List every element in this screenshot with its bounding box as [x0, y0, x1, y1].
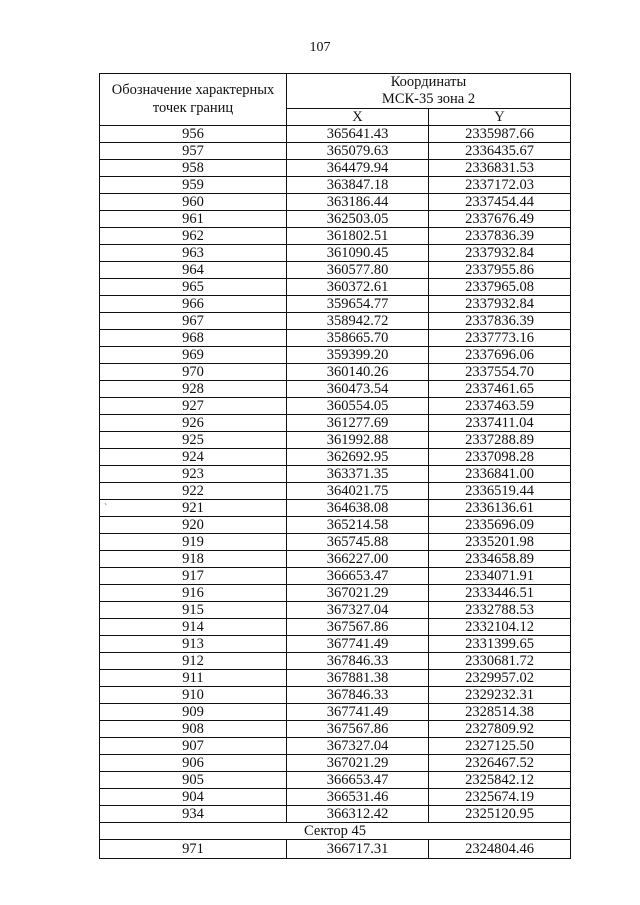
table-header	[100, 74, 571, 126]
y-coordinate-cell: 2335987.66	[429, 126, 571, 143]
y-coordinate-cell: 2337676.49	[429, 211, 571, 228]
y-coordinate-cell: 2325842.12	[429, 772, 571, 789]
x-coordinate-cell: 367567.86	[287, 619, 429, 636]
y-coordinate-cell: 2337288.89	[429, 432, 571, 449]
coordinates-header-line2: МСК-35 зона 2	[381, 91, 476, 107]
x-coordinate-cell: 358665.70	[287, 330, 429, 347]
y-coordinate-cell: 2335201.98	[429, 534, 571, 551]
point-cell: 915	[100, 602, 287, 619]
table-row	[100, 211, 571, 228]
point-cell: 928	[100, 381, 287, 398]
point-cell: 957	[100, 143, 287, 160]
table-row	[100, 721, 571, 738]
y-coordinate-cell: 2327125.50	[429, 738, 571, 755]
point-cell: 911	[100, 670, 287, 687]
y-coordinate-cell: 2337955.86	[429, 262, 571, 279]
x-coordinate-cell: 360554.05	[287, 398, 429, 415]
y-coordinate-cell: 2331399.65	[429, 636, 571, 653]
x-coordinate-cell: 359399.20	[287, 347, 429, 364]
point-cell: 916	[100, 585, 287, 602]
y-coordinate-cell: 2337411.04	[429, 415, 571, 432]
y-coordinate-cell: 2337965.08	[429, 279, 571, 296]
x-coordinate-cell: 360473.54	[287, 381, 429, 398]
point-cell: 909	[100, 704, 287, 721]
y-coordinate-cell: 2332788.53	[429, 602, 571, 619]
x-coordinate-cell: 364021.75	[287, 483, 429, 500]
x-coordinate-cell: 360372.61	[287, 279, 429, 296]
point-cell: 927	[100, 398, 287, 415]
table-row	[100, 194, 571, 211]
x-coordinate-cell: 366227.00	[287, 551, 429, 568]
x-coordinate-cell: 363186.44	[287, 194, 429, 211]
table-row	[100, 449, 571, 466]
table-row	[100, 551, 571, 568]
point-cell: 960	[100, 194, 287, 211]
point-cell: 966	[100, 296, 287, 313]
x-coordinate-cell: 362692.95	[287, 449, 429, 466]
y-coordinate-cell: 2326467.52	[429, 755, 571, 772]
y-coordinate-cell: 2337554.70	[429, 364, 571, 381]
x-coordinate-cell: 367021.29	[287, 585, 429, 602]
table-row	[100, 789, 571, 806]
table-row	[100, 704, 571, 721]
x-column-header: X	[287, 109, 429, 126]
point-cell: 926	[100, 415, 287, 432]
stray-mark: `	[104, 503, 108, 514]
x-coordinate-cell: 367846.33	[287, 653, 429, 670]
y-coordinate-cell: 2337172.03	[429, 177, 571, 194]
x-coordinate-cell: 366312.42	[287, 806, 429, 823]
y-coordinate-cell: 2337463.59	[429, 398, 571, 415]
x-coordinate-cell: 361992.88	[287, 432, 429, 449]
y-coordinate-cell: 2336519.44	[429, 483, 571, 500]
coordinates-header-line1: Координаты	[390, 74, 467, 91]
y-coordinate-cell: 2334071.91	[429, 568, 571, 585]
point-cell: 907	[100, 738, 287, 755]
point-cell: 969	[100, 347, 287, 364]
table-row	[100, 381, 571, 398]
table-row	[100, 636, 571, 653]
table-row	[100, 228, 571, 245]
y-coordinate-cell: 2337932.84	[429, 296, 571, 313]
section-label: Сектор 45	[100, 823, 571, 840]
x-coordinate-cell: 361802.51	[287, 228, 429, 245]
point-cell: 908	[100, 721, 287, 738]
point-cell: 963	[100, 245, 287, 262]
x-coordinate-cell: 366653.47	[287, 568, 429, 585]
y-coordinate-cell: 2329957.02	[429, 670, 571, 687]
x-coordinate-cell: 360140.26	[287, 364, 429, 381]
y-coordinate-cell: 2337836.39	[429, 313, 571, 330]
point-cell: 925	[100, 432, 287, 449]
point-cell: 967	[100, 313, 287, 330]
x-coordinate-cell: 367881.38	[287, 670, 429, 687]
table-row	[100, 313, 571, 330]
x-coordinate-cell: 364479.94	[287, 160, 429, 177]
y-coordinate-cell: 2337461.65	[429, 381, 571, 398]
y-coordinate-cell: 2336841.00	[429, 466, 571, 483]
point-cell: 934	[100, 806, 287, 823]
page-number: 107	[309, 40, 331, 55]
x-coordinate-cell: 365079.63	[287, 143, 429, 160]
points-header-line2: точек границ	[152, 99, 234, 116]
table-row	[100, 619, 571, 636]
coordinates-header	[287, 74, 571, 109]
table-row	[100, 534, 571, 551]
point-cell: 910	[100, 687, 287, 704]
point-cell: 971	[100, 840, 287, 859]
table-row	[100, 568, 571, 585]
point-cell: 965	[100, 279, 287, 296]
table-row	[100, 500, 571, 517]
table-row	[100, 517, 571, 534]
y-column-header: Y	[429, 109, 571, 126]
point-cell: 912	[100, 653, 287, 670]
y-coordinate-cell: 2329232.31	[429, 687, 571, 704]
point-cell: 914	[100, 619, 287, 636]
x-coordinate-cell: 364638.08	[287, 500, 429, 517]
point-cell: 917	[100, 568, 287, 585]
y-coordinate-cell: 2328514.38	[429, 704, 571, 721]
table-row	[100, 483, 571, 500]
x-coordinate-cell: 362503.05	[287, 211, 429, 228]
table-row	[100, 466, 571, 483]
table-row	[100, 687, 571, 704]
point-cell: 921	[100, 500, 287, 517]
table-row	[100, 432, 571, 449]
table-row	[100, 347, 571, 364]
point-cell: 923	[100, 466, 287, 483]
x-coordinate-cell: 366717.31	[287, 840, 429, 859]
table-row	[100, 738, 571, 755]
table-row	[100, 160, 571, 177]
x-coordinate-cell: 365641.43	[287, 126, 429, 143]
table-row	[100, 262, 571, 279]
x-coordinate-cell: 366531.46	[287, 789, 429, 806]
x-coordinate-cell: 366653.47	[287, 772, 429, 789]
y-coordinate-cell: 2325674.19	[429, 789, 571, 806]
x-coordinate-cell: 365214.58	[287, 517, 429, 534]
y-coordinate-cell: 2336136.61	[429, 500, 571, 517]
y-coordinate-cell: 2337098.28	[429, 449, 571, 466]
table-row	[100, 126, 571, 143]
y-coordinate-cell: 2337932.84	[429, 245, 571, 262]
y-coordinate-cell: 2337836.39	[429, 228, 571, 245]
section-body	[100, 823, 571, 859]
y-coordinate-cell: 2337454.44	[429, 194, 571, 211]
points-column-header	[100, 74, 287, 126]
point-cell: 906	[100, 755, 287, 772]
x-coordinate-cell: 361090.45	[287, 245, 429, 262]
table-row	[100, 755, 571, 772]
point-cell: 959	[100, 177, 287, 194]
point-cell: 905	[100, 772, 287, 789]
y-coordinate-cell: 2335696.09	[429, 517, 571, 534]
point-cell: 913	[100, 636, 287, 653]
points-header-line1: Обозначение характерных	[111, 82, 275, 99]
table-row	[100, 670, 571, 687]
x-coordinate-cell: 367846.33	[287, 687, 429, 704]
y-coordinate-cell: 2330681.72	[429, 653, 571, 670]
table-row	[100, 364, 571, 381]
point-cell: 924	[100, 449, 287, 466]
table-row	[100, 806, 571, 823]
table-row	[100, 398, 571, 415]
point-cell: 970	[100, 364, 287, 381]
x-coordinate-cell: 367741.49	[287, 704, 429, 721]
table-row	[100, 415, 571, 432]
x-coordinate-cell: 367327.04	[287, 738, 429, 755]
y-coordinate-cell: 2325120.95	[429, 806, 571, 823]
x-coordinate-cell: 367741.49	[287, 636, 429, 653]
table-row	[100, 143, 571, 160]
x-coordinate-cell: 360577.80	[287, 262, 429, 279]
table-row	[100, 279, 571, 296]
table-row	[100, 653, 571, 670]
table-row	[100, 772, 571, 789]
point-cell: 922	[100, 483, 287, 500]
y-coordinate-cell: 2336435.67	[429, 143, 571, 160]
x-coordinate-cell: 361277.69	[287, 415, 429, 432]
y-coordinate-cell: 2333446.51	[429, 585, 571, 602]
x-coordinate-cell: 367327.04	[287, 602, 429, 619]
table-body	[100, 126, 571, 823]
table-row	[100, 585, 571, 602]
point-cell: 964	[100, 262, 287, 279]
point-cell: 904	[100, 789, 287, 806]
table-row	[100, 296, 571, 313]
y-coordinate-cell: 2336831.53	[429, 160, 571, 177]
y-coordinate-cell: 2337696.06	[429, 347, 571, 364]
table-row	[100, 330, 571, 347]
point-cell: 968	[100, 330, 287, 347]
x-coordinate-cell: 363371.35	[287, 466, 429, 483]
point-cell: 961	[100, 211, 287, 228]
y-coordinate-cell: 2332104.12	[429, 619, 571, 636]
table-row	[100, 177, 571, 194]
table-row	[100, 245, 571, 262]
point-cell: 958	[100, 160, 287, 177]
x-coordinate-cell: 363847.18	[287, 177, 429, 194]
point-cell: 919	[100, 534, 287, 551]
x-coordinate-cell: 367567.86	[287, 721, 429, 738]
point-cell: 920	[100, 517, 287, 534]
point-cell: 956	[100, 126, 287, 143]
y-coordinate-cell: 2337773.16	[429, 330, 571, 347]
x-coordinate-cell: 365745.88	[287, 534, 429, 551]
x-coordinate-cell: 359654.77	[287, 296, 429, 313]
coordinates-table	[99, 73, 571, 859]
table-row	[100, 840, 571, 859]
section-row	[100, 823, 571, 840]
x-coordinate-cell: 358942.72	[287, 313, 429, 330]
point-cell: 918	[100, 551, 287, 568]
x-coordinate-cell: 367021.29	[287, 755, 429, 772]
point-cell: 962	[100, 228, 287, 245]
table-row	[100, 602, 571, 619]
header-row-top	[100, 74, 571, 109]
y-coordinate-cell: 2324804.46	[429, 840, 571, 859]
y-coordinate-cell: 2327809.92	[429, 721, 571, 738]
y-coordinate-cell: 2334658.89	[429, 551, 571, 568]
